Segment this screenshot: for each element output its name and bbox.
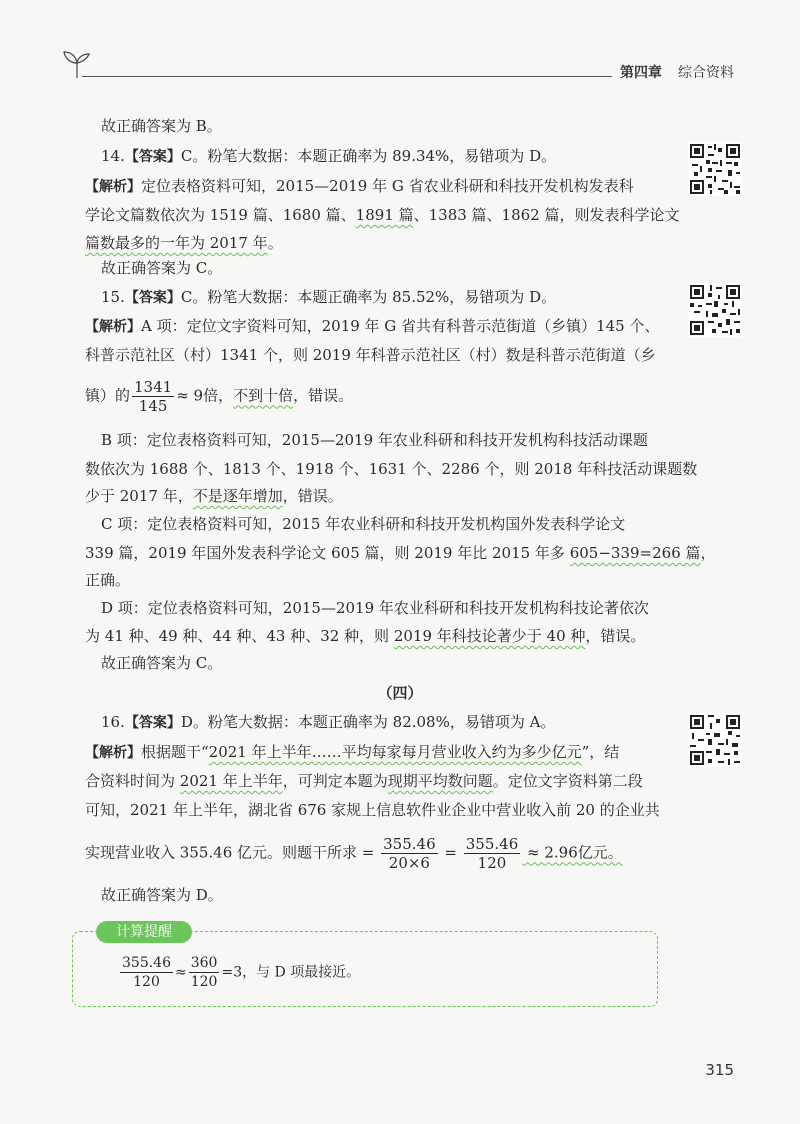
analysis-14-line-3 (85, 233, 283, 253)
fraction-numerator: 1341 (134, 378, 173, 396)
text-span: 。定位文字资料第二段 (492, 772, 643, 790)
answer-text: C。粉笔大数据：本题正确率为 89.34%，易错项为 D。 (180, 147, 557, 165)
text-line: 故正确答案为 C。 (101, 654, 223, 672)
answer-tag: 【答案】 (124, 149, 181, 165)
text-span: 实现营业收入 355.46 亿元。则题干所求 = (85, 843, 380, 862)
fraction-numerator: 355.46 (383, 835, 436, 853)
text-span: 镇）的 (85, 386, 131, 405)
page-number: 315 (705, 1061, 734, 1079)
text-span: 少于 2017 年， (85, 487, 193, 505)
answer-14 (101, 146, 556, 167)
text-span: =3，与 D 项最接近。 (221, 964, 361, 981)
highlighted-text: 605−339=266 篇 (569, 544, 701, 562)
fraction-numerator: 360 (190, 955, 218, 971)
fraction-numerator: 355.46 (122, 955, 171, 971)
analysis-15-line-1 (85, 316, 659, 337)
running-header (612, 62, 734, 82)
fraction-denominator: 120 (190, 974, 218, 990)
highlighted-text: 不是逐年增加 (192, 487, 283, 505)
qr-code-icon (688, 283, 742, 337)
highlighted-text: ≈ 2.96亿元。 (522, 843, 623, 862)
approx-symbol: ≈ (175, 964, 187, 981)
text-line: 故正确答案为 D。 (101, 886, 223, 904)
option-c-line-1: C 项：定位表格资料可知，2015 年农业科研和科技开发机构国外发表科学论文 (101, 515, 626, 533)
text-line: 故正确答案为 C。 (101, 259, 223, 277)
answer-tag: 【答案】 (124, 715, 181, 731)
qr-code-icon (688, 142, 742, 196)
highlighted-text: 2021 年上半年 (179, 772, 283, 790)
text-span: 。 (267, 234, 283, 252)
text-span: 339 篇，2019 年国外发表科学论文 605 篇，则 2019 年比 2015 年多 (85, 544, 570, 562)
text-span: = (439, 843, 462, 862)
text-span: ≈ 9倍， (176, 386, 234, 405)
option-c-line-3: 正确。 (85, 571, 131, 589)
answer-16 (101, 712, 555, 733)
text-span: ”，结 (581, 743, 620, 761)
text-span: ，错误。 (293, 386, 354, 405)
option-d-line-2 (85, 626, 645, 646)
answer-text: D。粉笔大数据：本题正确率为 82.08%，易错项为 A。 (180, 713, 556, 731)
qr-code-icon (688, 713, 742, 767)
analysis-tag: 【解析】 (85, 745, 141, 761)
calc-tip-tag: 计算提醒 (96, 921, 192, 943)
analysis-15-line-3 (85, 378, 353, 415)
fraction (381, 835, 438, 872)
highlighted-text: 2019 年科技论著少于 40 种 (393, 627, 586, 645)
fraction (120, 954, 173, 991)
question-number: 16. (101, 713, 125, 731)
section-heading: （四） (377, 684, 423, 702)
calc-tip-content (118, 954, 360, 991)
analysis-tag: 【解析】 (85, 319, 141, 335)
highlighted-text: 篇数最多的一年为 2017 年 (85, 234, 268, 252)
text-span: 定位表格资料可知，2015—2019 年 G 省农业科研和科技开发机构发表科 (141, 177, 634, 195)
text-span: ，可判定本题为 (282, 772, 388, 790)
text-span: 、1383 篇、1862 篇，则发表科学论文 (413, 206, 680, 224)
question-number: 15. (101, 288, 125, 306)
analysis-14-line-1 (85, 176, 634, 197)
analysis-14-line-2 (85, 205, 680, 225)
option-b-line-1: B 项：定位表格资料可知，2015—2019 年农业科研和科技开发机构科技活动课题 (101, 431, 648, 449)
highlighted-text: 现期平均数问题 (387, 772, 493, 790)
option-d-line-1: D 项：定位表格资料可知，2015—2019 年农业科研和科技开发机构科技论著依次 (101, 599, 649, 617)
analysis-16-line-1 (85, 742, 619, 763)
analysis-15-line-2: 科普示范社区（村）1341 个，则 2019 年科普示范社区（村）数是科普示范街道（乡 (85, 346, 656, 364)
answer-tag: 【答案】 (124, 290, 181, 306)
option-b-line-3 (85, 486, 343, 506)
fraction-denominator: 120 (133, 974, 160, 990)
analysis-16-line-3: 可知，2021 年上半年，湖北省 676 家规上信息软件业企业中营业收入前 20 的企业共 (85, 801, 660, 819)
fraction-denominator: 20×6 (388, 854, 430, 872)
highlighted-text: 不到十倍 (233, 386, 294, 405)
text-span: 根据题干“ (141, 743, 209, 761)
text-span: A 项：定位文字资料可知，2019 年 G 省共有科普示范街道（乡镇）145 个、 (141, 317, 660, 335)
option-c-line-2 (85, 543, 716, 563)
highlighted-text: 2021 年上半年……平均每家每月营业收入约为多少亿元 (208, 743, 582, 761)
text-span: ，错误。 (282, 487, 343, 505)
answer-text: C。粉笔大数据：本题正确率为 85.52%，易错项为 D。 (180, 288, 557, 306)
question-number: 14. (101, 147, 125, 165)
option-b-line-2: 数依次为 1688 个、1813 个、1918 个、1631 个、2286 个，则 2018 年科技活动课题数 (85, 460, 698, 478)
fraction-denominator: 145 (138, 397, 168, 415)
text-line: 故正确答案为 B。 (101, 117, 222, 135)
analysis-tag: 【解析】 (85, 179, 141, 195)
analysis-16-line-2 (85, 771, 643, 791)
chapter-label: 第四章 (620, 65, 662, 81)
text-span: 为 41 种、49 种、44 种、43 种、32 种，则 (85, 627, 394, 645)
text-span: ，错误。 (585, 627, 646, 645)
highlighted-text: 1891 篇 (355, 206, 414, 224)
answer-15 (101, 287, 556, 308)
fraction (464, 835, 521, 872)
analysis-16-line-4 (85, 835, 623, 872)
fraction (189, 954, 220, 991)
text-span: 合资料时间为 (85, 772, 180, 790)
text-span: 学论文篇数依次为 1519 篇、1680 篇、 (85, 206, 356, 224)
text-span: ， (700, 544, 716, 562)
fraction (132, 378, 174, 415)
section-label: 综合资料 (678, 65, 734, 81)
fraction-denominator: 120 (477, 854, 507, 872)
fraction-numerator: 355.46 (465, 835, 519, 853)
